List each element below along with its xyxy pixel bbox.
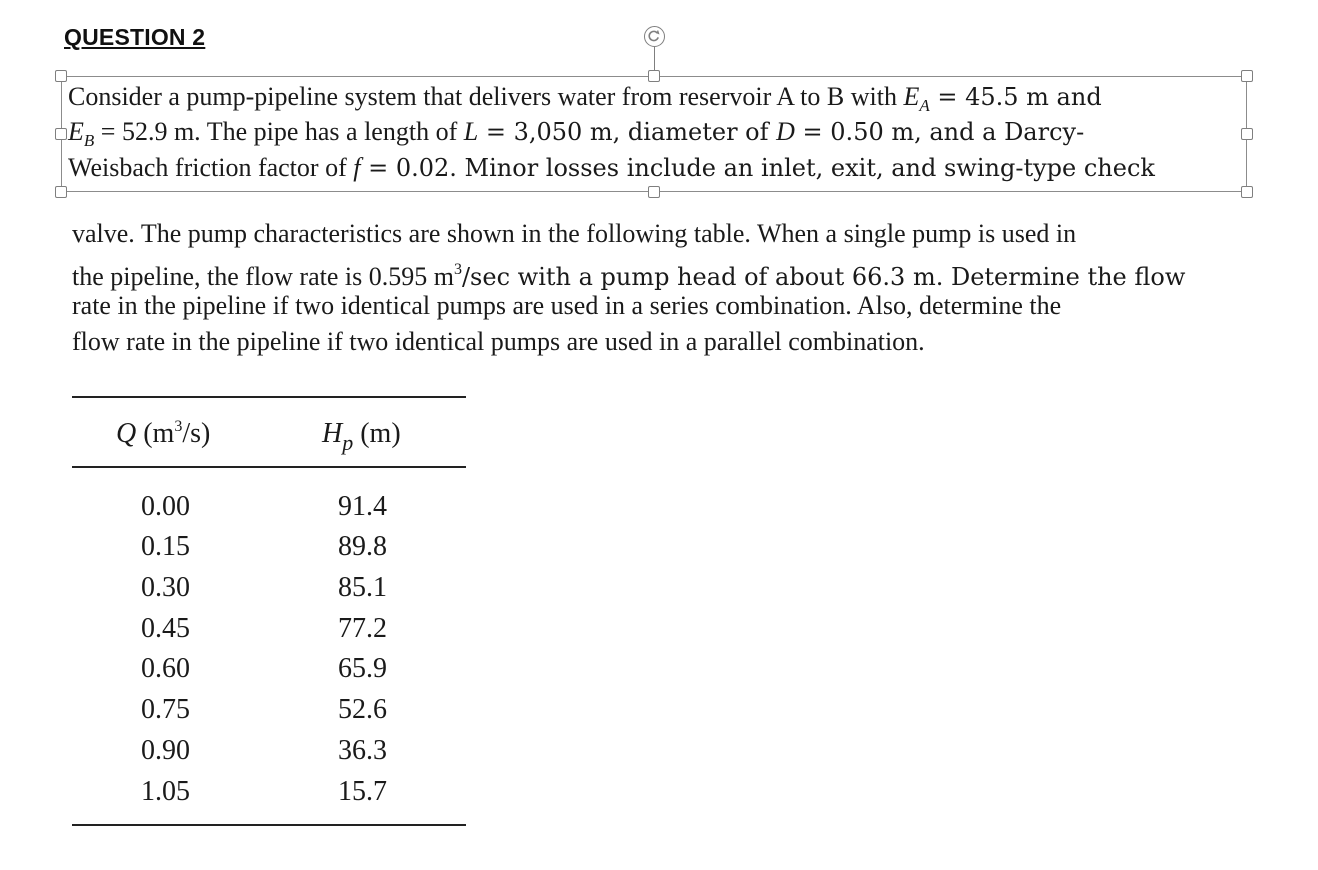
resize-handle-bottom[interactable]: [648, 186, 660, 198]
table-cell-head: 91.4: [338, 491, 387, 522]
header-superscript: 3: [174, 418, 183, 435]
math-variable-f: f: [353, 153, 361, 182]
problem-line-5: [72, 255, 1185, 292]
table-cell-flow: 0.60: [141, 653, 190, 684]
table-cell-flow: 0.30: [141, 572, 190, 603]
text-run: = 0.02. Minor losses include an inlet, exit, and swing-type check: [360, 154, 1155, 182]
table-header-flow: [116, 418, 210, 450]
resize-handle-top[interactable]: [648, 70, 660, 82]
table-cell-flow: 0.45: [141, 613, 190, 644]
problem-line-1: [68, 82, 1102, 121]
math-variable-d: D: [776, 117, 795, 146]
header-unit: (m): [353, 418, 401, 449]
question-heading: QUESTION 2: [64, 24, 206, 50]
resize-handle-top-right[interactable]: [1241, 70, 1253, 82]
resize-handle-bottom-right[interactable]: [1241, 186, 1253, 198]
math-variable-e: E: [903, 82, 920, 111]
subscript-a: A: [919, 96, 930, 115]
problem-line-2: [68, 117, 1084, 156]
table-cell-head: 36.3: [338, 735, 387, 766]
text-run: = 3,050 m, diameter of: [478, 118, 777, 146]
rotate-stem: [654, 47, 655, 70]
header-subscript: p: [342, 430, 354, 455]
table-cell-head: 52.6: [338, 694, 387, 725]
header-unit: (m: [136, 418, 175, 449]
table-cell-flow: 1.05: [141, 776, 190, 807]
problem-line-7: flow rate in the pipeline if two identical pumps are used in a parallel combination.: [72, 327, 925, 356]
math-variable-e: E: [68, 117, 84, 146]
problem-line-6: rate in the pipeline if two identical pumps are used in a series combination. Also, determine the: [72, 291, 1062, 320]
resize-handle-left[interactable]: [55, 128, 67, 140]
text-run: Weisbach friction factor of: [68, 153, 354, 182]
text-run: /sec with a pump head of about 66.3 m. Determine the flow: [461, 263, 1186, 291]
problem-line-3: [68, 153, 1155, 183]
table-cell-head: 15.7: [338, 776, 387, 807]
subscript-b: B: [83, 131, 95, 150]
text-run: the pipeline, the flow rate is 0.595 m: [72, 262, 454, 291]
table-cell-flow: 0.90: [141, 735, 190, 766]
superscript-3: 3: [453, 261, 462, 278]
table-bottom-rule: [72, 824, 466, 826]
problem-line-4: valve. The pump characteristics are shown in the following table. When a single pump is used in: [72, 219, 1077, 248]
text-run: = 0.50 m, and a Darcy-: [794, 118, 1085, 146]
table-cell-flow: 0.15: [141, 531, 190, 562]
table-header-rule: [72, 466, 466, 468]
table-cell-head: 65.9: [338, 653, 387, 684]
text-run: Consider a pump-pipeline system that delivers water from reservoir A to B with: [68, 82, 904, 111]
table-cell-head: 89.8: [338, 531, 387, 562]
table-top-rule: [72, 396, 466, 398]
resize-handle-top-left[interactable]: [55, 70, 67, 82]
resize-handle-bottom-left[interactable]: [55, 186, 67, 198]
header-unit: /s): [182, 418, 211, 449]
text-run: = 45.5 m and: [929, 83, 1102, 111]
resize-handle-right[interactable]: [1241, 128, 1253, 140]
table-cell-flow: 0.75: [141, 694, 190, 725]
header-var-q: Q: [116, 418, 137, 449]
text-run: = 52.9 m. The pipe has a length of: [94, 117, 464, 146]
rotate-icon[interactable]: [644, 26, 665, 47]
table-cell-head: 85.1: [338, 572, 387, 603]
table-header-head: [322, 418, 401, 456]
header-var-h: H: [322, 418, 343, 449]
table-cell-flow: 0.00: [141, 491, 190, 522]
math-variable-l: L: [463, 117, 479, 146]
table-cell-head: 77.2: [338, 613, 387, 644]
